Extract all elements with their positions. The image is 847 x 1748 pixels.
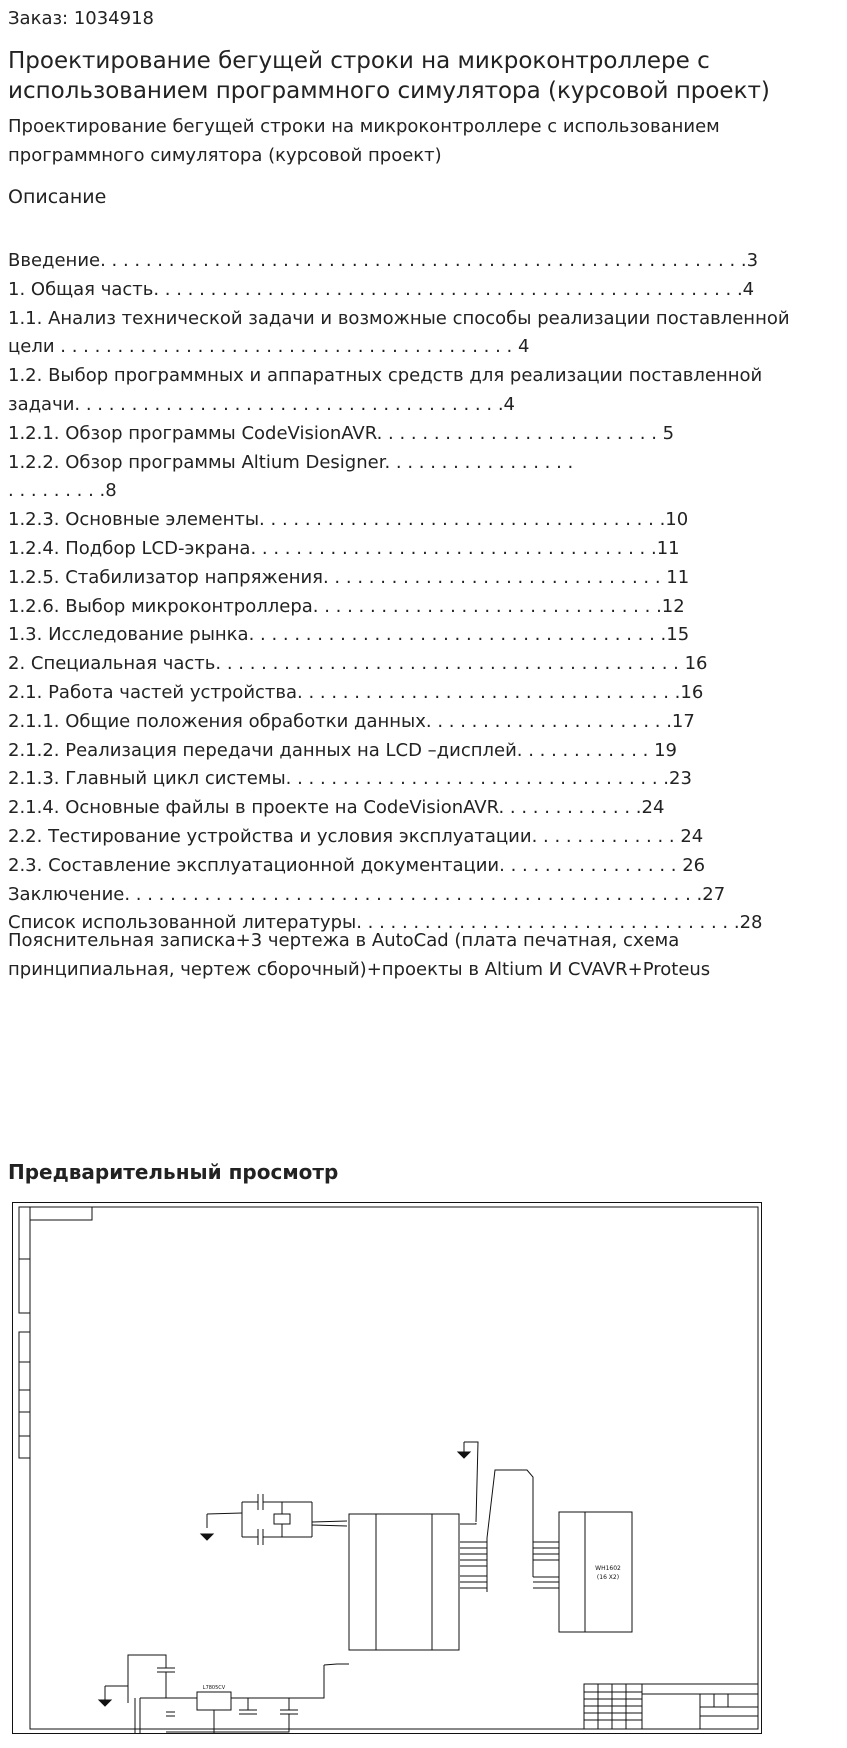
margin-strips — [19, 1207, 30, 1458]
toc-line: 1.3. Исследование рынка. . . . . . . . . . . . . . . . . . . . . . . . . . . . . . . . . . . . .15 — [8, 624, 690, 646]
page-title: Проектирование бегущей строки на микроконтроллере с использованием программного симулятора (курсовой проект) — [8, 48, 770, 104]
preview-heading: Предварительный просмотр — [8, 1160, 339, 1184]
toc-line: 1.2.6. Выбор микроконтроллера. . . . . . . . . . . . . . . . . . . . . . . . . . . . . . .12 — [8, 595, 685, 617]
order-number: Заказ: 1034918 — [8, 8, 154, 29]
title-block — [584, 1684, 758, 1729]
toc-line: 1. Общая часть. . . . . . . . . . . . . . . . . . . . . . . . . . . . . . . . . . . . . . . . . . . . . . . . . . . .4 — [8, 278, 755, 300]
lcd-label-1: WH1602 — [595, 1565, 621, 1572]
toc-line: 2.1.2. Реализация передачи данных на LCD –дисплей. . . . . . . . . . . . 19 — [8, 739, 677, 761]
toc-line: . . . . . . . . .8 — [8, 480, 117, 502]
toc-line: 2. Специальная часть. . . . . . . . . . . . . . . . . . . . . . . . . . . . . . . . . . . . . . . . . 16 — [8, 653, 708, 675]
subtitle: Проектирование бегущей строки на микроконтроллере с использованием программного симулятора (курсовой проект) — [8, 116, 720, 166]
frame-outer — [13, 1203, 762, 1734]
schematic-preview — [12, 1202, 762, 1734]
toc-line: 1.2.5. Стабилизатор напряжения. . . . . . . . . . . . . . . . . . . . . . . . . . . . . . 11 — [8, 566, 690, 588]
toc-line: 1.1. Анализ технической задачи и возможные способы реализации поставленной — [8, 307, 790, 329]
lcd-module — [559, 1512, 632, 1632]
top-ground — [458, 1442, 478, 1524]
toc-line: 2.1.4. Основные файлы в проекте на CodeVisionAVR. . . . . . . . . . . . .24 — [8, 797, 665, 819]
frame-corner-stamp — [30, 1207, 92, 1220]
toc-line: 1.2.3. Основные элементы. . . . . . . . . . . . . . . . . . . . . . . . . . . . . . . . . . . .10 — [8, 509, 689, 531]
contents-note: Пояснительная записка+3 чертежа в AutoCad (плата печатная, схема принципиальная, чертеж сборочный)+проекты в Altium И CVAVR+Proteus — [8, 930, 711, 980]
oscillator-group — [201, 1494, 347, 1545]
frame-inner — [30, 1207, 758, 1729]
toc-line: 1.2.2. Обзор программы Altium Designer. . . . . . . . . . . . . . . . . — [8, 451, 574, 473]
regulator-label: L7805CV — [202, 1685, 226, 1691]
microcontroller — [324, 1514, 459, 1665]
lcd-label-2: (16 X2) — [596, 1574, 620, 1581]
toc-line: 2.2. Тестирование устройства и условия эксплуатации. . . . . . . . . . . . . 24 — [8, 825, 704, 847]
description-label: Описание — [8, 186, 107, 208]
toc-line: 2.3. Составление эксплуатационной документации. . . . . . . . . . . . . . . . 26 — [8, 854, 706, 876]
toc-line: цели . . . . . . . . . . . . . . . . . . . . . . . . . . . . . . . . . . . . . . . . 4 — [8, 336, 530, 358]
power-supply — [99, 1655, 324, 1734]
table-of-contents — [8, 247, 843, 938]
toc-line: задачи. . . . . . . . . . . . . . . . . . . . . . . . . . . . . . . . . . . . . .4 — [8, 393, 515, 415]
toc-line: 1.2. Выбор программных и аппаратных средств для реализации поставленной — [8, 365, 763, 387]
toc-line: 2.1. Работа частей устройства. . . . . . . . . . . . . . . . . . . . . . . . . . . . . . . . . .16 — [8, 681, 704, 703]
toc-line: Список использованной литературы. . . . . . . . . . . . . . . . . . . . . . . . . . . . . . . . . .28 — [8, 912, 763, 934]
toc-line: 2.1.1. Общие положения обработки данных. . . . . . . . . . . . . . . . . . . . . .17 — [8, 710, 695, 732]
toc-line: 1.2.4. Подбор LCD-экрана. . . . . . . . . . . . . . . . . . . . . . . . . . . . . . . . . . . .11 — [8, 537, 680, 559]
toc-line: Заключение. . . . . . . . . . . . . . . . . . . . . . . . . . . . . . . . . . . . . . . . . . . . . . . . . . .27 — [8, 883, 726, 905]
toc-line: 1.2.1. Обзор программы CodeVisionAVR. . . . . . . . . . . . . . . . . . . . . . . . . 5 — [8, 422, 675, 444]
toc-line: 2.1.3. Главный цикл системы. . . . . . . . . . . . . . . . . . . . . . . . . . . . . . . . . .23 — [8, 768, 692, 790]
toc-line: Введение. . . . . . . . . . . . . . . . . . . . . . . . . . . . . . . . . . . . . . . . . . . . . . . . . . . . . . . . .3 — [8, 250, 759, 271]
data-bus — [460, 1470, 559, 1592]
